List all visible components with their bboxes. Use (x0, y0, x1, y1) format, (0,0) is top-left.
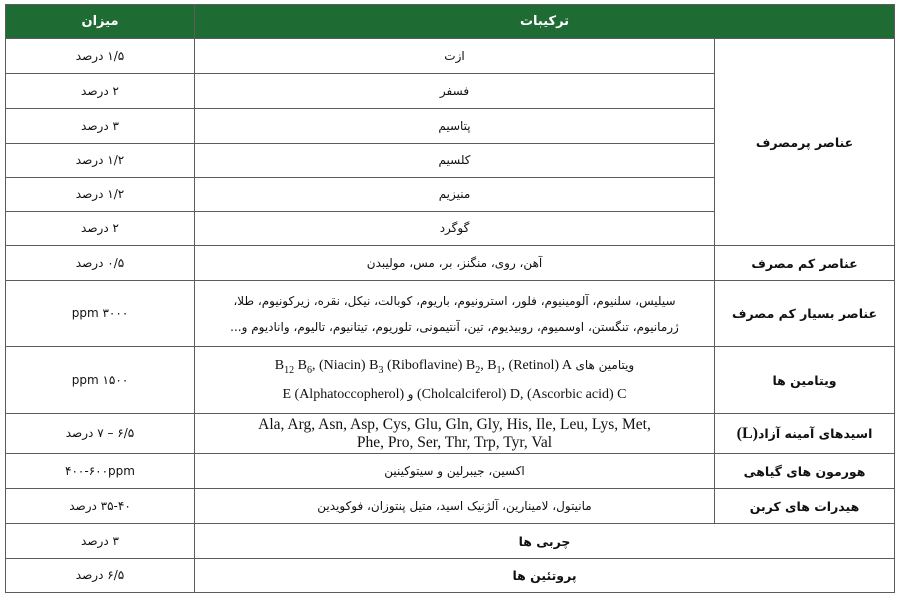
macro-item: فسفر (195, 74, 715, 109)
vitamins-line-2: E (Alphatoccopherol) و (Cholcalciferol) D, (Ascorbic acid) C (282, 387, 627, 403)
vitamin-e: E (Alphatoccopherol) (282, 387, 405, 403)
table-row (6, 39, 895, 74)
proteins-amount: ۶/۵ درصد (6, 559, 195, 593)
macro-amount: ۱/۵ درصد (6, 39, 195, 74)
amino-desc (195, 414, 715, 454)
amino-category-l: (L) (736, 425, 758, 442)
macro-item: ازت (195, 39, 715, 74)
macro-amount: ۲ درصد (6, 74, 195, 109)
macro-item: گوگرد (195, 212, 715, 246)
amino-line-2: Phe, Pro, Ser, Thr, Trp, Tyr, Val (356, 433, 553, 451)
hormones-amount: ۴۰۰-۶۰۰ppm (6, 454, 195, 489)
vitamin-b2: (Riboflavine) $B_2$ (386, 357, 481, 376)
fats-label: چربی ها (195, 524, 895, 559)
micro-amount: ۰/۵ درصد (6, 246, 195, 281)
carbs-category: هیدرات های کربن (715, 489, 895, 524)
table-row (6, 414, 895, 454)
macro-item: پتاسیم (195, 109, 715, 144)
proteins-label: پروتئین ها (195, 559, 895, 593)
vitamin-b3: (Niacin) $B_3$ (318, 357, 384, 376)
trace-line-2: ژرمانیوم، تنگستن، اوسمیوم، روبیدیوم، تین، آنتیمونی، تلوریوم، تیتانیوم، تالیوم، وانادیوم و... (230, 319, 679, 334)
trace-desc (195, 281, 715, 347)
header-amount: میزان (6, 5, 195, 39)
micro-category: عناصر کم مصرف (715, 246, 895, 281)
table-row (6, 347, 895, 414)
macro-amount: ۱/۲ درصد (6, 178, 195, 212)
header-composition: ترکیبات (195, 5, 895, 39)
amino-line-1: Ala, Arg, Asn, Asp, Cys, Glu, Gln, Gly, His, Ile, Leu, Lys, Met, (258, 415, 651, 433)
table-row (6, 489, 895, 524)
composition-table (5, 4, 895, 593)
micro-desc: آهن، روی، منگنز، بر، مس، مولیبدن (195, 246, 715, 281)
macro-item: کلسیم (195, 144, 715, 178)
table-row (6, 559, 895, 593)
trace-line-1: سیلیس، سلنیوم، آلومینیوم، فلور، استرونیوم، باریوم، کوبالت، نیکل، نقره، زیرکونیوم، طلا، (233, 293, 676, 308)
macro-amount: ۱/۲ درصد (6, 144, 195, 178)
vitamins-prefix: ویتامین های (575, 357, 635, 372)
vitamin-a: (Retinol) A (508, 357, 572, 373)
table-row (6, 281, 895, 347)
carbs-amount: ۳۵-۴۰ درصد (6, 489, 195, 524)
vitamin-d: (Cholcalciferol) D (416, 387, 520, 403)
vitamins-amount: ۱۵۰۰ ppm (6, 347, 195, 414)
trace-category: عناصر بسیار کم مصرف (715, 281, 895, 347)
vitamins-and: و (407, 387, 414, 402)
table-row (6, 246, 895, 281)
macro-category: عناصر پرمصرف (715, 39, 895, 246)
amino-category-label: اسیدهای آمینه آزاد (757, 426, 873, 441)
vitamins-category: ویتامین ها (715, 347, 895, 414)
vitamins-desc (195, 347, 715, 414)
amino-category (715, 414, 895, 454)
table-row (6, 524, 895, 559)
hormones-desc: اکسین، جیبرلین و سیتوکینین (195, 454, 715, 489)
macro-amount: ۲ درصد (6, 212, 195, 246)
vitamins-line-1 (199, 353, 710, 383)
hormones-category: هورمون های گیاهی (715, 454, 895, 489)
macro-item: منیزیم (195, 178, 715, 212)
amino-amount: ۶/۵ – ۷ درصد (6, 414, 195, 454)
carbs-desc: مانیتول، لامینارین، آلژنیک اسید، متیل پنتوزان، فوکویدین (195, 489, 715, 524)
macro-amount: ۳ درصد (6, 109, 195, 144)
vitamins-list-1: $B_{12}$ $B_6$, (Niacin) $B_3$ (Riboflavine) $B_2$, $B_1$, (Retinol) A (274, 357, 572, 376)
vitamin-b1: $B_1$ (487, 357, 502, 376)
table-row (6, 454, 895, 489)
vitamin-c: (Ascorbic acid) C (526, 387, 627, 403)
vitamin-b12: $B_{12}$ (274, 357, 295, 376)
trace-amount: ۳۰۰۰ ppm (6, 281, 195, 347)
fats-amount: ۳ درصد (6, 524, 195, 559)
header-row (6, 5, 895, 39)
vitamin-b6: $B_6$ (297, 357, 312, 376)
